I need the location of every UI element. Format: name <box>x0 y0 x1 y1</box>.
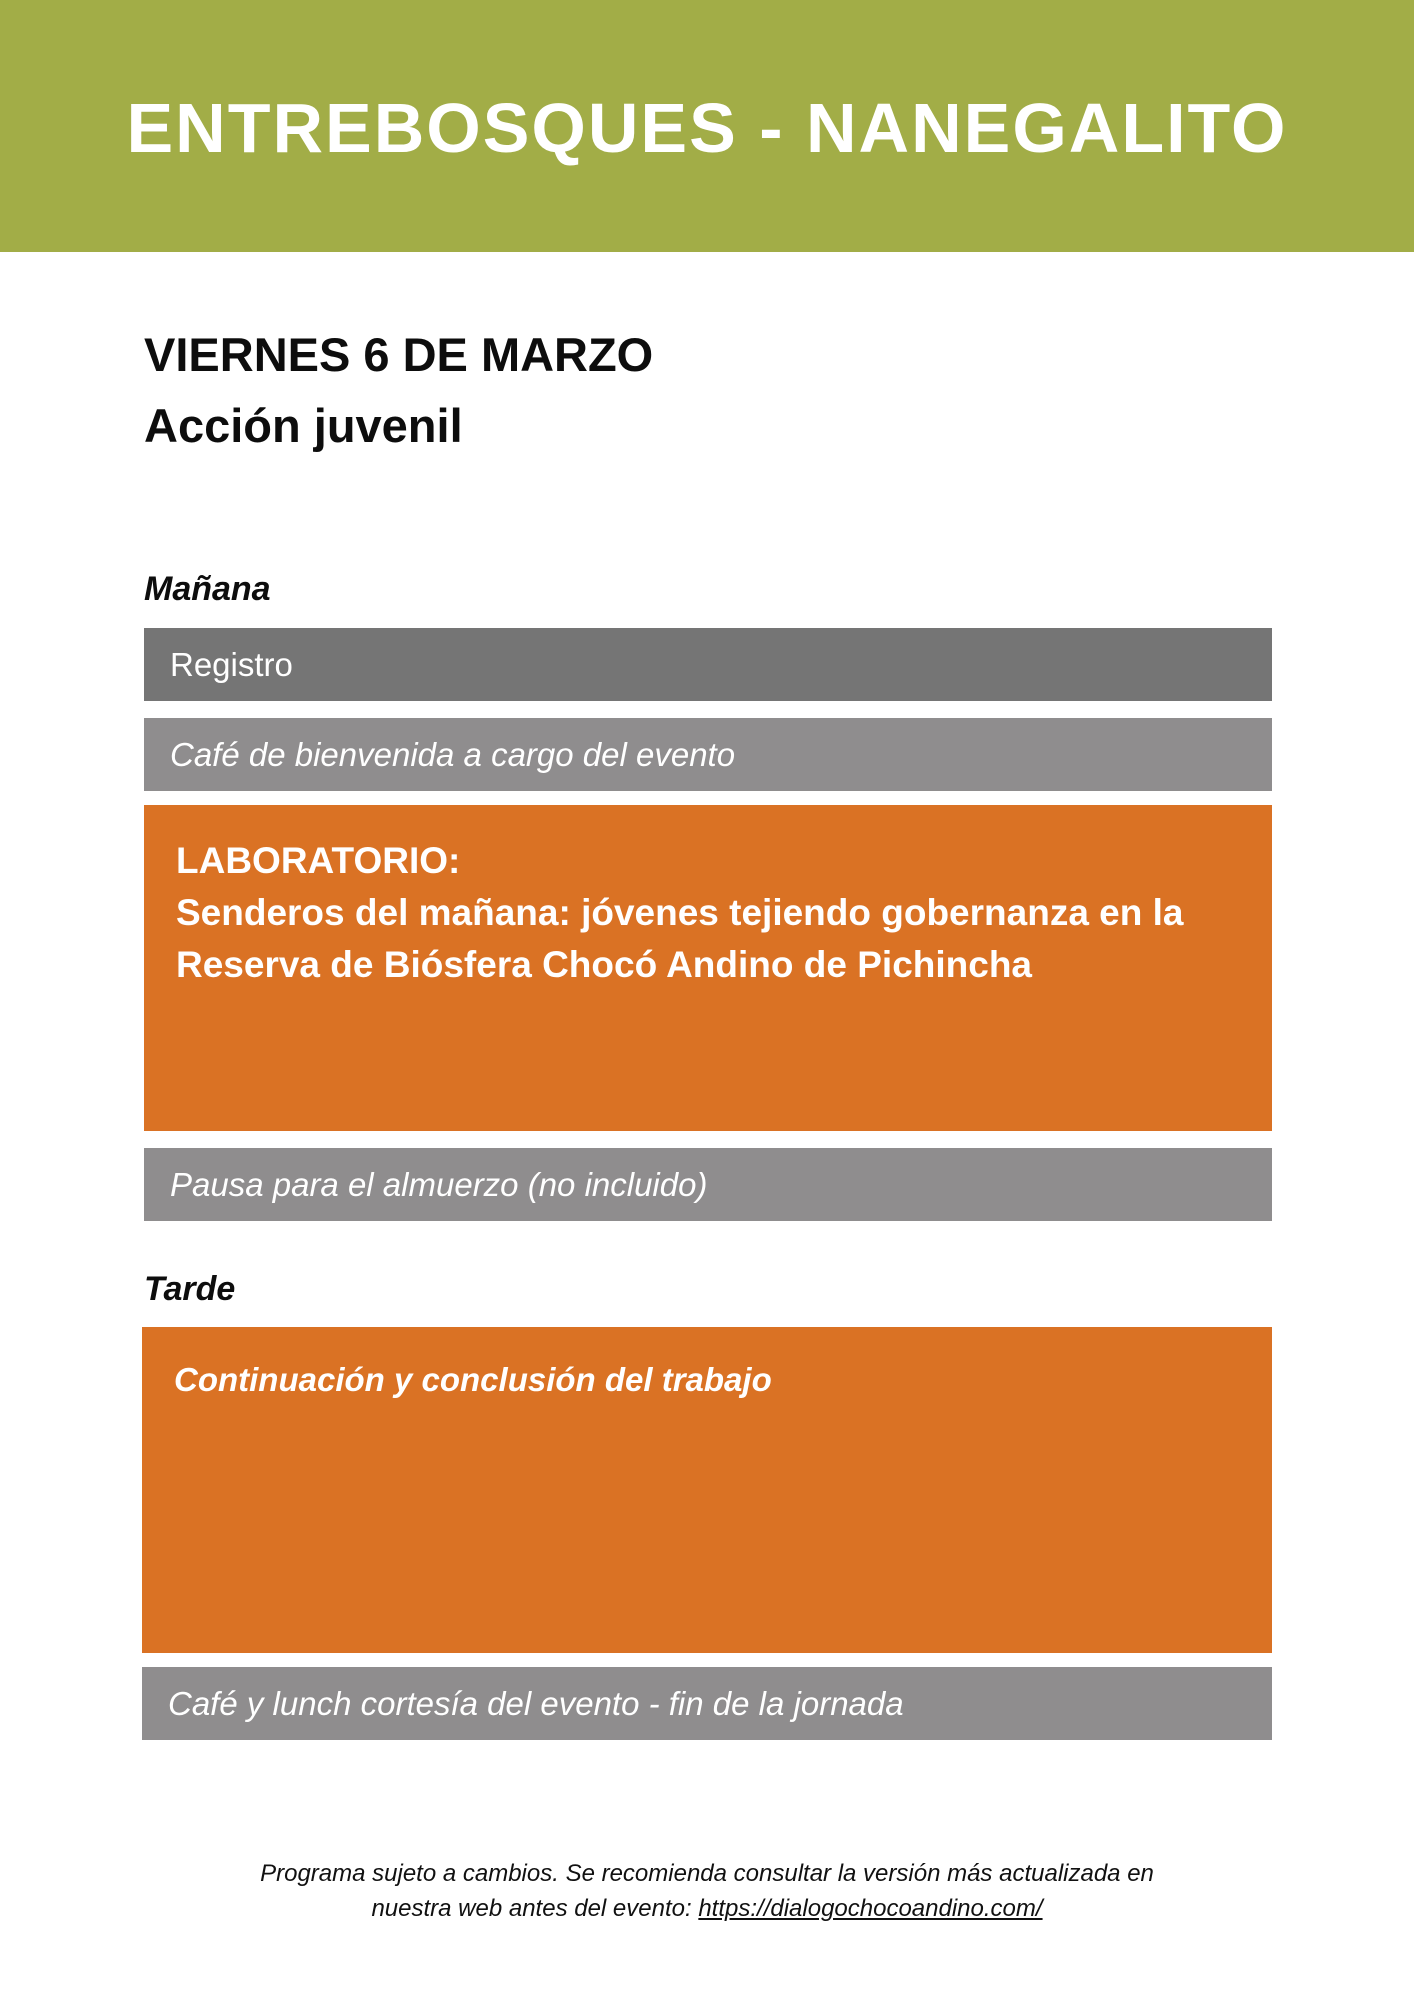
header-banner <box>0 0 1414 252</box>
website-link[interactable]: https://dialogochocoandino.com/ <box>698 1895 1043 1922</box>
page-title: ENTREBOSQUES - NANEGALITO <box>126 89 1288 167</box>
schedule-item-label: Café de bienvenida a cargo del evento <box>170 735 736 773</box>
schedule-item-laboratory <box>144 805 1272 1131</box>
footer-line-2 <box>0 1891 1414 1926</box>
schedule-item-welcome-coffee <box>144 718 1272 791</box>
section-label-afternoon: Tarde <box>144 1270 236 1308</box>
footer-line-1: Programa sujeto a cambios. Se recomienda consultar la versión más actualizada en <box>260 1860 1154 1887</box>
day-subtitle: Acción juvenil <box>144 399 463 452</box>
schedule-item-lunch-break <box>144 1148 1272 1221</box>
section-label-morning: Mañana <box>144 570 271 608</box>
footer-line-2-text: nuestra web antes del evento: <box>371 1895 699 1922</box>
laboratory-name: Senderos del mañana: jóvenes tejiendo gobernanza en la Reserva de Biósfera Chocó Andino de Pichincha <box>176 892 1184 985</box>
schedule-item-label: Registro <box>170 645 293 683</box>
schedule-item-label: Café y lunch cortesía del evento - fin de la jornada <box>168 1684 904 1722</box>
footer-note <box>0 1856 1414 1926</box>
afternoon-work-label: Continuación y conclusión del trabajo <box>174 1361 772 1398</box>
schedule-item-label: Pausa para el almuerzo (no incluido) <box>170 1165 708 1203</box>
laboratory-title: LABORATORIO: <box>176 840 461 881</box>
schedule-item-registration <box>144 628 1272 701</box>
schedule-item-afternoon-work <box>142 1327 1272 1653</box>
schedule-item-closing <box>142 1667 1272 1740</box>
day-heading: VIERNES 6 DE MARZO <box>144 328 654 381</box>
